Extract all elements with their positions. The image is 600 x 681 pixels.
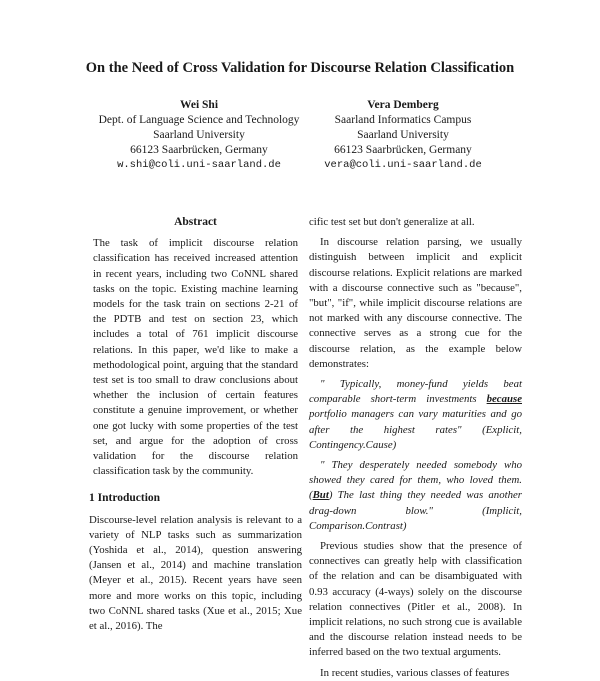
author-affiliation: Saarland Informatics Campus xyxy=(334,114,472,126)
abstract-text: The task of implicit discourse relation classification has received increased attention in recent years, including two CoNNL shared tasks on the topic. Existing machine learning models for the task train on sections 2-21 of the PDTB and test on section 23, which includes a total of 761 implicit discourse relations. In this paper, we'd like to make a methodological point, arguing that the standard test set is too small to draw conclusions about whether the inclusion of certain features constitute a genuine improvement, or whether one got lucky with some properties of the test set, and argue for the adoption of cross validation for the discourse relation classification task by the community. xyxy=(93,237,298,478)
connective-highlight: But xyxy=(312,489,329,502)
author-email[interactable]: w.shi@coli.uni-saarland.de xyxy=(117,159,281,171)
connective-highlight: because xyxy=(486,393,522,406)
example-explicit xyxy=(309,377,522,453)
author-name: Wei Shi xyxy=(179,99,219,111)
right-column xyxy=(309,215,522,681)
author-affiliation: Dept. of Language Science and Technology xyxy=(98,114,300,126)
body-paragraph: Previous studies show that the presence of connectives can greatly help with classification of the relation and can be disambiguated with 0.93 accuracy (4-ways) solely on the discourse relation connectives (Pitler et al., 2008). In implicit relations, no such strong cue is available and the discourse relation instead needs to be inferred based on the two textual arguments. xyxy=(309,540,522,659)
author-affiliation: Saarland University xyxy=(357,129,449,141)
author-block-2 xyxy=(306,98,500,173)
example-text: " Typically, money-fund yields beat comparable short-term investments xyxy=(309,378,522,406)
example-implicit xyxy=(309,458,522,534)
intro-paragraph: Discourse-level relation analysis is relevant to a variety of NLP tasks such as summarization (Yoshida et al., 2014), question answering (Jansen et al., 2014) and machine translation (Meyer et al., 2015). Recent years have seen more and more works on this topic, including two CoNNL shared tasks (Xue et al., 2015; Xue et al., 2016). The xyxy=(89,513,302,633)
author-email[interactable]: vera@coli.uni-saarland.de xyxy=(324,159,482,171)
left-column xyxy=(89,215,302,634)
abstract-heading: Abstract xyxy=(174,216,217,228)
author-block-1 xyxy=(92,98,306,173)
author-affiliation: Saarland University xyxy=(153,129,245,141)
body-paragraph: In recent studies, various classes of features xyxy=(320,666,510,679)
author-city: 66123 Saarbrücken, Germany xyxy=(334,144,472,156)
example-text: portfolio managers can vary maturities and go after the highest rates" (Explicit, Contingency.Cause) xyxy=(309,408,522,451)
author-name: Vera Demberg xyxy=(367,99,439,111)
example-text: " They desperately needed somebody who showed they cared for them, who loved them. ( xyxy=(309,459,522,502)
continued-text: cific test set but don't generalize at all. xyxy=(309,216,475,228)
paper-title: On the Need of Cross Validation for Discourse Relation Classification xyxy=(85,60,515,76)
author-city: 66123 Saarbrücken, Germany xyxy=(130,144,268,156)
body-paragraph: In discourse relation parsing, we usually distinguish between implicit and explicit discourse relations. Explicit relations are marked with a discourse connective such as "because", "but", "if", while implicit discourse relations are not marked with any discourse connective. The connective serves as a strong cue for the discourse relation, as the example below demonstrates: xyxy=(309,236,522,370)
section-heading-introduction: 1 Introduction xyxy=(89,492,161,505)
example-text: ) The last thing they needed was another drag-down blow." (Implicit, Comparison.Contrast) xyxy=(309,489,522,532)
